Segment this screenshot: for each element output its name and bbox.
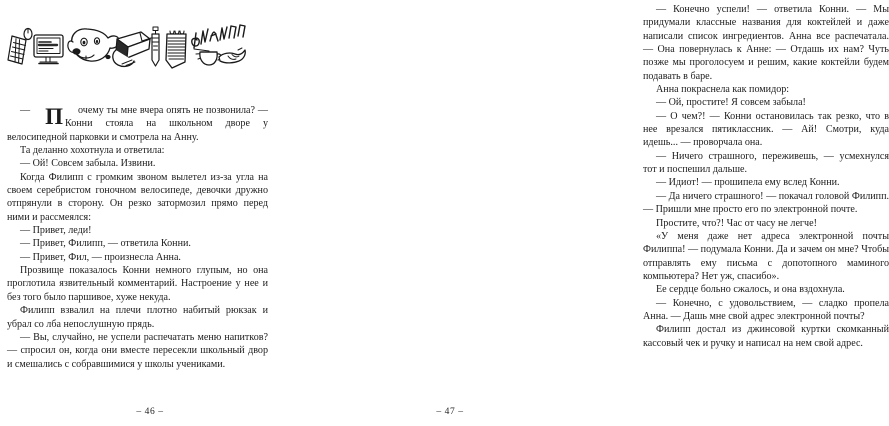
left-column-text	[7, 104, 268, 371]
paragraph: — Конечно успели! — ответила Конни. — Мы придумали классные названия для коктейлей и даже написали список ингредиентов. Анна все распечатала. — Она повернулась к Анне: — Отдашь их нам? Чуть позже мы проголосуем и решим, какие коктейли будем подавать в баре.	[643, 4, 889, 82]
computer-monitor-icon	[34, 35, 63, 64]
pointing-hand-icon	[219, 48, 245, 63]
paragraph: — Привет, Фил, — произнесла Анна.	[20, 251, 181, 263]
paragraph: — Конечно, с удовольствием, — сладко пропела Анна. — Дашь мне свой адрес электронной почты?	[643, 297, 889, 322]
paragraph: Филипп взвалил на плечи плотно набитый рюкзак и убрал со лба непослушную прядь.	[7, 305, 268, 330]
paragraph: — О чем?! — Конни остановилась так резко, что в нее врезался пятиклассник. — Ай! Смотри, куда идешь... — проворчала она.	[643, 110, 889, 149]
handwritten-filipp-text	[192, 25, 245, 48]
dog-head-icon	[68, 29, 119, 61]
spiral-notebook-icon	[166, 31, 186, 68]
opening-paragraph-text: очему ты мне вчера опять не позвонила? — Конни стояла на школьном дворе у велосипедной парковки и смотрела на Анну.	[7, 105, 268, 143]
paragraph: — Ой! Совсем забыла. Извини.	[20, 158, 156, 170]
paragraph: Ее сердце больно сжалось, и она вздохнула.	[656, 284, 845, 296]
paragraph: Прозвище показалось Конни немного глупым, но она проглотила язвительный комментарий. Настроение у нее и без того было паршивое, хуже некуда.	[7, 265, 268, 303]
paragraph: — Привет, леди!	[20, 225, 92, 237]
paragraph: «У меня даже нет адреса электронной почты Филиппа! — подумала Конни. Да и зачем он мне? Чтобы отправлять ему письма с допотопного маминого компьютера? Нет уж, спасибо».	[643, 230, 889, 282]
opening-paragraph	[7, 104, 268, 144]
paragraph: — Ничего страшного, переживешь, — усмехнулся тот и поспешил дальше.	[643, 150, 889, 176]
right-page	[300, 0, 889, 426]
drop-cap: П	[45, 104, 63, 129]
paragraph: Анна покраснела как помидор:	[656, 84, 790, 96]
chapter-header-illustration	[4, 16, 246, 74]
paragraph: — Да ничего страшного! — покачал головой Филипп. — Пришли мне просто его по электронной почте.	[643, 190, 889, 216]
keyboard-icon	[8, 29, 32, 65]
paragraph: Когда Филипп с громким звоном вылетел из-за угла на своем серебристом гоночном велосипеде, девочки дружно отпрянули в сторону. Он резко затормозил прямо перед ними и рассмеялся:	[7, 171, 268, 223]
paragraph: — Вы, случайно, не успели распечатать меню напитков? — спросил он, когда они вместе пересекли школьный двор и смешались с собравшимися у школы учениками.	[7, 331, 268, 370]
open-book-icon	[113, 32, 151, 66]
paragraph: Простите, что?! Час от часу не легче!	[656, 217, 817, 229]
mug-icon	[200, 52, 221, 65]
opening-dash: —	[20, 105, 31, 116]
right-column-text	[643, 3, 889, 350]
pen-syringe-icon	[152, 27, 159, 66]
paragraph: — Привет, Филипп, — ответила Конни.	[20, 238, 191, 250]
paragraph: — Ой, простите! Я совсем забыла!	[656, 97, 806, 109]
paragraph: — Идиот! — прошипела ему вслед Конни.	[656, 177, 840, 189]
page-number-left: – 46 –	[136, 407, 164, 417]
page-number-right: – 47 –	[436, 407, 464, 417]
paragraph: Та деланно хохотнула и ответила:	[20, 145, 165, 157]
left-page	[0, 0, 300, 426]
paragraph: Филипп достал из джинсовой куртки скомканный кассовый чек и ручку и написал на нем свой адрес.	[643, 324, 889, 349]
